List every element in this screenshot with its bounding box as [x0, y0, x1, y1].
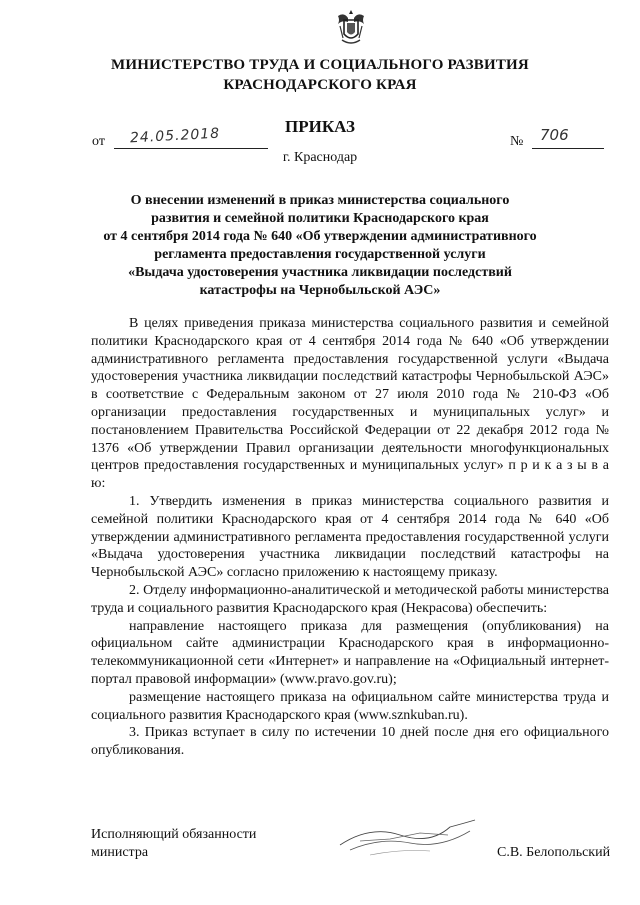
coat-of-arms-icon: [334, 8, 368, 46]
title-line: О внесении изменений в приказ министерства социального: [130, 193, 510, 208]
ministry-name-line1: МИНИСТЕРСТВО ТРУДА И СОЦИАЛЬНОГО РАЗВИТИЯ: [111, 57, 529, 73]
document-type: ПРИКАЗ: [285, 117, 355, 136]
item-2-paragraph: 2. Отделу информационно-аналитической и методической работы министерства труда и социального развития Краснодарского края (Некрасова) обеспечить:: [91, 582, 609, 616]
number-underline: [532, 148, 604, 149]
signer-position-line1: Исполняющий обязанности: [91, 827, 257, 842]
title-line: «Выдача удостоверения участника ликвидации последствий: [128, 265, 512, 280]
item-3-paragraph: 3. Приказ вступает в силу по истечении 10 дней после дня его официального опубликования.: [91, 725, 609, 759]
date-label: от: [92, 134, 105, 149]
city: г. Краснодар: [282, 150, 358, 165]
item-2a-paragraph: направление настоящего приказа для размещения (опубликования) на официальном сайте администрации Краснодарского края в информационно-телекоммуникационной сети «Интернет» и направление на «Официальный интернет-портал правовой информации» (www.pravo.gov.ru);: [91, 618, 609, 687]
date-value: 24.05.2018: [129, 125, 221, 147]
ministry-name-line2: КРАСНОДАРСКОГО КРАЯ: [223, 77, 417, 93]
item-1-paragraph: 1. Утвердить изменения в приказ министерства социального развития и семейной политики Краснодарского края от 4 сентября 2014 года № 640 «Об утверждении административного регламента предоставления государственной услуги «Выдача удостоверения участника ликвидации последствий катастрофы на Чернобыльской АЭС» согласно приложению к настоящему приказу.: [91, 493, 609, 581]
item-2b-paragraph: размещение настоящего приказа на официальном сайте министерства труда и социального развития Краснодарского края (www.sznkuban.ru).: [91, 689, 609, 723]
date-underline: [114, 148, 268, 149]
title-line: регламента предоставления государственной услуги: [154, 247, 486, 262]
document-body: [91, 315, 609, 760]
signer-name: С.В. Белопольский: [497, 845, 611, 860]
title-line: от 4 сентября 2014 года № 640 «Об утверждении административного: [103, 229, 537, 244]
signer-position-line2: министра: [91, 845, 149, 860]
number-value: 706: [540, 126, 569, 144]
title-line: катастрофы на Чернобыльской АЭС»: [199, 283, 441, 298]
handwritten-signature: [330, 805, 480, 865]
preamble-paragraph: В целях приведения приказа министерства социального развития и семейной политики Краснодарского края от 4 сентября 2014 года № 640 «Об утверждении административного регламента предоставления государственной услуги «Выдача удостоверения участника ликвидации последствий катастрофы Чернобыльской АЭС» в соответствие с Федеральным законом от 27 июля 2010 года № 210-ФЗ «Об организации предоставления государственных и муниципальных услуг» и постановлением Правительства Российской Федерации от 22 декабря 2012 года № 1376 «Об утверждении Правил организации деятельности многофункциональных центров предоставления государственных и муниципальных услуг» п р и к а з ы в а ю:: [91, 316, 609, 492]
title-line: развития и семейной политики Краснодарского края: [151, 211, 489, 226]
number-label: №: [510, 134, 524, 149]
